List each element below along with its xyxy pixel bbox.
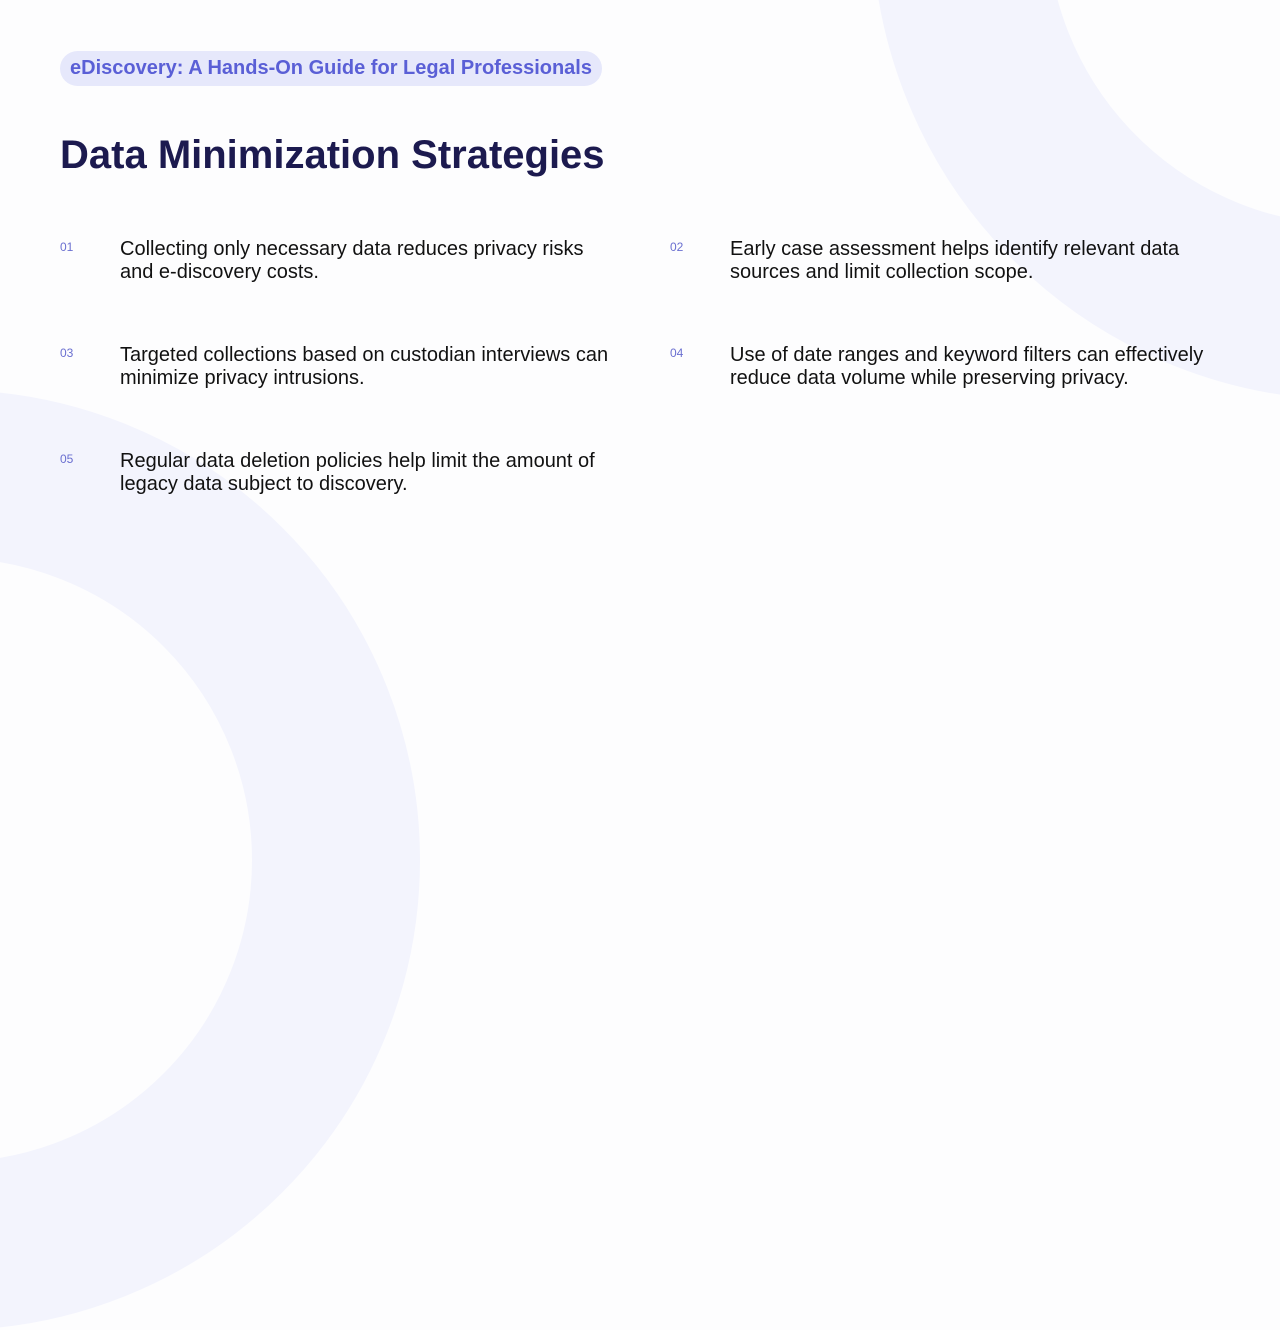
item-number: 04 [670,346,684,360]
decorative-arc-bottom-left [0,390,420,1330]
item-number: 05 [60,452,74,466]
item-text: Targeted collections based on custodian interviews can minimize privacy intrusions. [120,344,609,389]
item-number: 03 [60,346,74,360]
slide-title: Data Minimization Strategies [60,133,605,177]
item-text: Regular data deletion policies help limit the amount of legacy data subject to discovery. [120,450,595,495]
decorative-arc-top-right [872,0,1280,400]
item-number: 02 [670,240,684,254]
item-number: 01 [60,240,74,254]
course-badge: eDiscovery: A Hands-On Guide for Legal Professionals [60,51,602,86]
item-text: Use of date ranges and keyword filters can effectively reduce data volume while preserving privacy. [730,344,1204,389]
item-text: Early case assessment helps identify relevant data sources and limit collection scope. [730,238,1180,283]
item-text: Collecting only necessary data reduces privacy risks and e-discovery costs. [120,238,584,283]
